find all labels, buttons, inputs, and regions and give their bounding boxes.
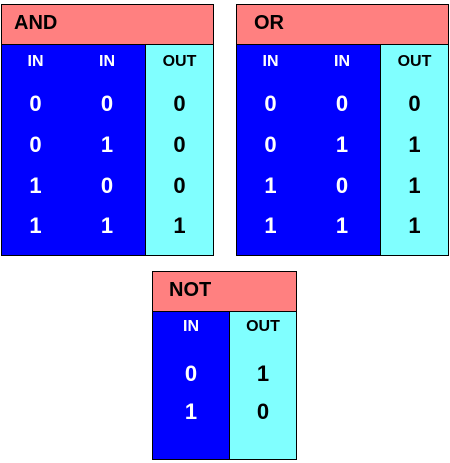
and-cell-r2-out: 0 (173, 132, 186, 157)
not-cell-r1-out: 1 (256, 361, 270, 386)
or-output-column (380, 45, 448, 255)
and-cell-r2-a: 0 (29, 132, 42, 157)
or-cell-r2-a: 0 (264, 132, 277, 157)
and-output-column (145, 45, 213, 255)
or-header-in-a: IN (262, 53, 279, 70)
or-gate-table (236, 4, 449, 256)
not-gate-table (152, 271, 297, 460)
or-input-column-a (237, 45, 304, 255)
and-input-column-b (69, 45, 145, 255)
and-cell-r1-a: 0 (29, 91, 42, 116)
and-header-in-a: IN (27, 53, 44, 70)
and-cell-r4-out: 1 (173, 213, 186, 238)
or-cell-r1-out: 0 (408, 91, 421, 116)
or-gate-title: OR (237, 5, 448, 45)
and-cell-r4-a: 1 (29, 213, 42, 238)
or-cell-r3-a: 1 (264, 173, 277, 198)
not-gate-body (153, 312, 296, 459)
and-cell-r2-b: 1 (100, 132, 114, 157)
and-cell-r3-out: 0 (173, 173, 186, 198)
or-header-out: OUT (397, 53, 432, 70)
not-header-out: OUT (246, 318, 280, 335)
not-gate-title: NOT (153, 272, 296, 312)
and-input-column-a (2, 45, 69, 255)
not-header-in: IN (183, 318, 199, 335)
or-cell-r4-b: 1 (335, 213, 349, 238)
or-cell-r4-out: 1 (408, 213, 421, 238)
and-cell-r1-out: 0 (173, 91, 186, 116)
and-gate-body (2, 45, 213, 255)
not-input-column (153, 312, 229, 459)
or-cell-r2-b: 1 (335, 132, 349, 157)
and-gate-table (1, 4, 214, 256)
not-cell-r1-in: 0 (184, 361, 198, 386)
not-output-column (229, 312, 296, 459)
or-input-column-b (304, 45, 380, 255)
or-cell-r3-out: 1 (408, 173, 421, 198)
and-header-in-b: IN (99, 53, 115, 70)
and-cell-r3-b: 0 (100, 173, 114, 198)
not-cell-r2-out: 0 (256, 399, 270, 424)
or-cell-r1-b: 0 (335, 91, 349, 116)
or-cell-r4-a: 1 (264, 213, 277, 238)
and-header-out: OUT (162, 53, 197, 70)
or-cell-r1-a: 0 (264, 91, 277, 116)
and-cell-r4-b: 1 (100, 213, 114, 238)
or-cell-r3-b: 0 (335, 173, 349, 198)
or-gate-body (237, 45, 448, 255)
or-header-in-b: IN (334, 53, 350, 70)
and-cell-r1-b: 0 (100, 91, 114, 116)
and-gate-title: AND (2, 5, 213, 45)
or-cell-r2-out: 1 (408, 132, 421, 157)
not-cell-r2-in: 1 (184, 399, 198, 424)
and-cell-r3-a: 1 (29, 173, 42, 198)
